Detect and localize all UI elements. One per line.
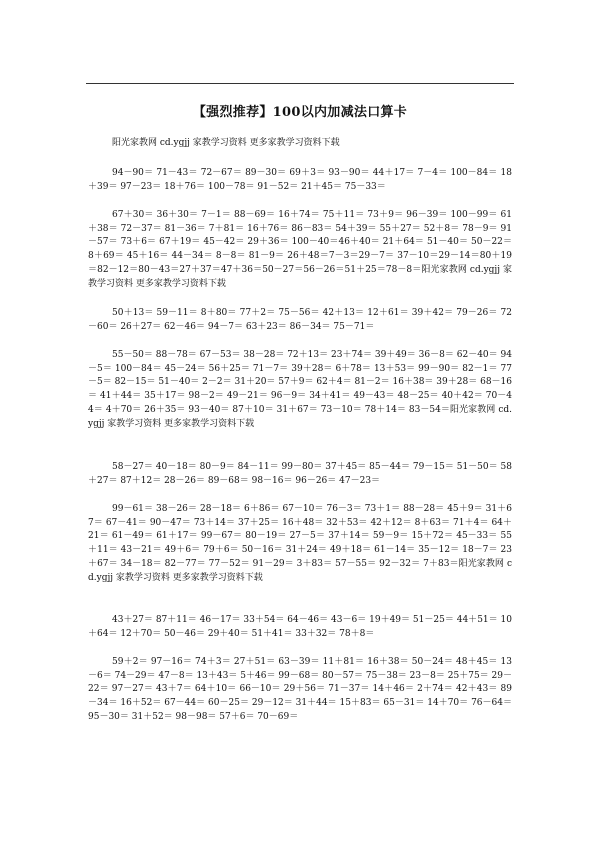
exercise-paragraph-1: 94－90＝ 71－43＝ 72－67＝ 89－30＝ 69＋3＝ 93－90＝ 44＋17＝ 7－4＝ 100－84＝ 18＋39＝ 97－23＝ 18＋76＝ 100－78＝ 91－52＝ 21＋45＝ 75－33＝ [88,168,512,192]
exercise-paragraph-2: 67＋30＝ 36＋30＝ 7－1＝ 88－69＝ 16＋74＝ 75＋11＝ 73＋9＝ 96－39＝ 100－99＝ 61＋38＝ 72－37＝ 81－36＝ 7＋81＝ 16＋76＝ 86－83＝ 54＋39＝ 55＋27＝ 52＋8＝ 78－9＝ 91－57＝ 73＋6＝ 67＋19＝ 45－42＝ 29＋36＝ 100－40＝46＋40＝ 21＋64＝ 51－40＝ 50－22＝ 8＋69＝ 45＋16＝ 44－34＝ 8－8＝ 81－9＝ 26＋48＝7－3＝29－7＝ 37－10＝29－14＝80＋19＝82－12＝80－43＝27＋37＝47＋36＝50－27＝56－26＝51＋25＝78－8＝阳光家教网 cd.ygjj 家教学习资料 更多家教学习资料下载 [88,210,512,289]
document-subtitle: 阳光家教网 cd.ygjj 家教学习资料 更多家教学习资料下载 [112,138,340,148]
exercise-paragraph-6: 99－61＝ 38－26＝ 28－18＝ 6＋86＝ 67－10＝ 76－3＝ 73＋1＝ 88－28＝ 45＋9＝ 31＋67＝ 67－41＝ 90－47＝ 73＋14＝ 37＋25＝ 16＋48＝ 32＋53＝ 42＋12＝ 8＋63＝ 71＋4＝ 64＋21＝ 61－49＝ 61＋17＝ 99－67＝ 80－19＝ 27－5＝ 37＋14＝ 59－9＝ 15＋72＝ 45－33＝ 55＋11＝ 43－21＝ 49＋6＝ 79＋6＝ 50－16＝ 31＋24＝ 49＋18＝ 61－14＝ 35－12＝ 18－7＝ 23＋67＝ 34－18＝ 82－77＝ 77－52＝ 91－29＝ 3＋83＝ 57－55＝ 92－32＝ 7＋83＝阳光家教网 cd.ygjj 家教学习资料 更多家教学习资料下载 [88,504,512,583]
document-title: 【强烈推荐】100以内加减法口算卡 [192,105,408,120]
exercise-paragraph-8: 59＋2＝ 97－16＝ 74＋3＝ 27＋51＝ 63－39＝ 11＋81＝ 16＋38＝ 50－24＝ 48＋45＝ 13－6＝ 74－29＝ 47－8＝ 13＋43＝ 5＋46＝ 99－68＝ 80－57＝ 75－38＝ 23－8＝ 25＋75＝ 29－22＝ 97－27＝ 43＋7＝ 64＋10＝ 66－10＝ 29＋56＝ 71－37＝ 14＋46＝ 2＋74＝ 42＋43＝ 89－34＝ 16＋52＝ 67－44＝ 60－25＝ 29－12＝ 31＋44＝ 15＋83＝ 65－31＝ 14＋70＝ 76－64＝ 95－30＝ 31＋52＝ 98－98＝ 57＋6＝ 70－69＝ [88,657,512,722]
exercise-paragraph-5: 58－27＝ 40－18＝ 80－9＝ 84－11＝ 99－80＝ 37＋45＝ 85－44＝ 79－15＝ 51－50＝ 58＋27＝ 87＋12＝ 28－26＝ 89－68＝ 98－16＝ 96－26＝ 47－23＝ [88,462,512,486]
header-rule [86,83,514,84]
exercise-paragraph-4: 55－50＝ 88－78＝ 67－53＝ 38－28＝ 72＋13＝ 23＋74＝ 39＋49＝ 36－8＝ 62－40＝ 94－5＝ 100－84＝ 45－24＝ 56＋25＝ 71－7＝ 39＋28＝ 6＋78＝ 13＋53＝ 99－90＝ 82－1＝ 77－5＝ 82－15＝ 51－40＝ 2－2＝ 31＋20＝ 57＋9＝ 62＋4＝ 81－2＝ 16＋38＝ 39＋28＝ 68－16＝ 41＋44＝ 35＋17＝ 98－2＝ 49－21＝ 96－9＝ 34＋41＝ 49－43＝ 48－25＝ 40＋42＝ 70－44＝ 4＋70＝ 26＋35＝ 93－40＝ 87＋10＝ 31＋67＝ 73－10＝ 78＋14＝ 83－54＝阳光家教网 cd.ygjj 家教学习资料 更多家教学习资料下载 [88,350,512,429]
exercise-paragraph-7: 43＋27＝ 87＋11＝ 46－17＝ 33＋54＝ 64－46＝ 43－6＝ 19＋49＝ 51－25＝ 44＋51＝ 10＋64＝ 12＋70＝ 50－46＝ 29＋40＝ 51＋41＝ 33＋32＝ 78＋8＝ [88,615,512,639]
exercise-paragraph-3: 50＋13＝ 59－11＝ 8＋80＝ 77＋2＝ 75－56＝ 42＋13＝ 12＋61＝ 39＋42＝ 79－26＝ 72－60＝ 26＋27＝ 62－46＝ 94－7＝ 63＋23＝ 86－34＝ 75－71＝ [88,308,512,332]
